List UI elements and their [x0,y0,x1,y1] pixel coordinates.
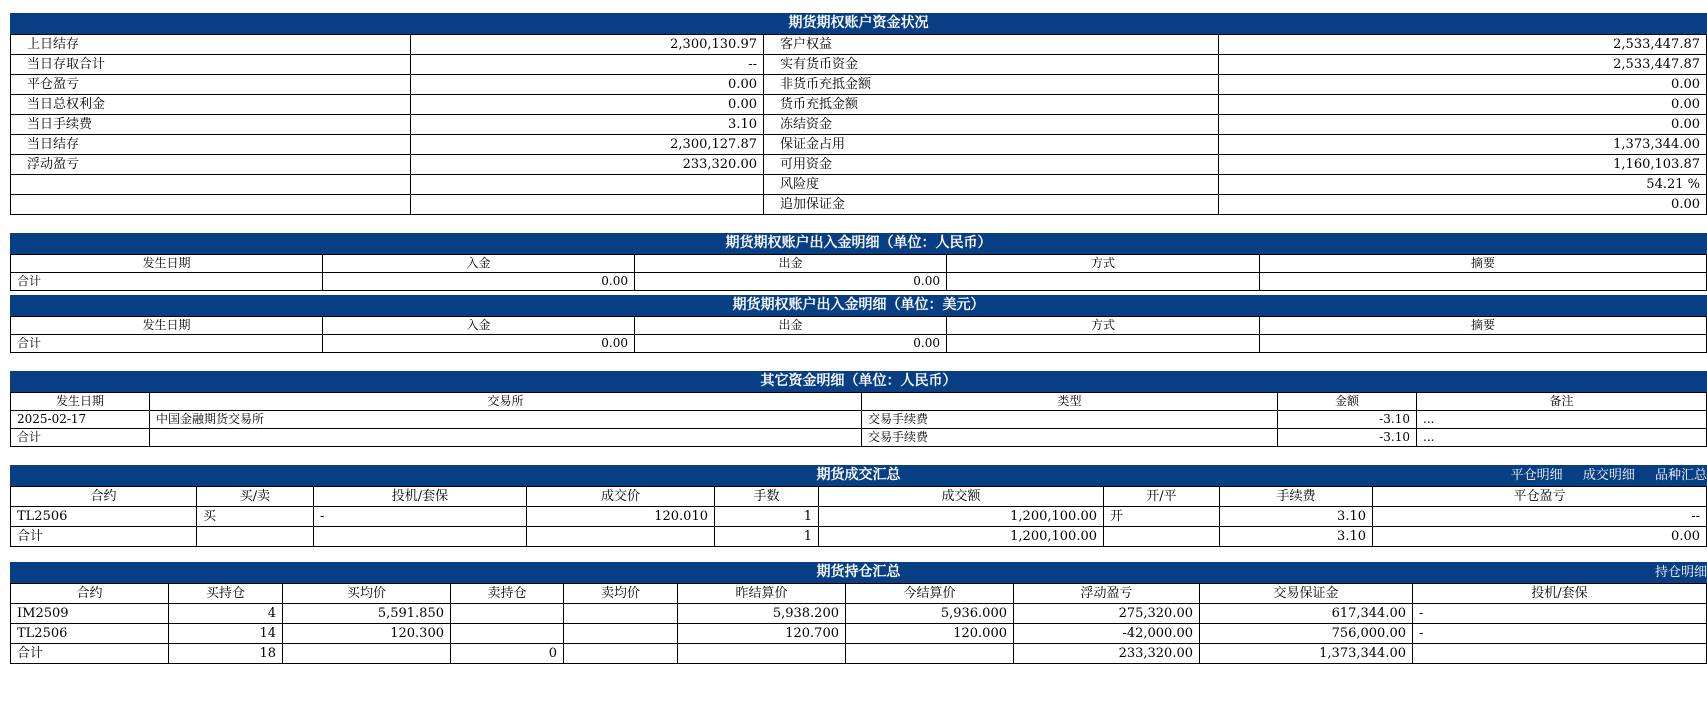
status-row [11,95,1707,115]
cell-side: 买 [197,507,314,527]
col-header: 开/平 [1104,487,1220,507]
status-value-right: 1,160,103.87 [1219,155,1707,175]
table-row [11,604,1707,624]
total-buy: 18 [169,644,283,664]
col-header: 合约 [11,584,169,604]
status-label-left: 当日存取合计 [11,55,411,75]
cell-amount: -3.10 [1278,411,1417,429]
cell-contract: TL2506 [11,507,197,527]
empty-cell [1413,644,1707,664]
status-label-right: 冻结资金 [764,115,1219,135]
col-header: 浮动盈亏 [1014,584,1200,604]
trade-detail-link[interactable]: 成交明细 [1582,468,1635,483]
cell-buy-avg: 5,591.850 [283,604,451,624]
deposit-usd-table [10,316,1707,353]
total-fee: 3.10 [1220,527,1373,547]
cell-pnl: -- [1373,507,1707,527]
status-label-left: 当日总权利金 [11,95,411,115]
total-row [11,527,1707,547]
cell-margin: 756,000.00 [1200,624,1413,644]
cell-today-settle: 120.000 [846,624,1014,644]
cell-float: 275,320.00 [1014,604,1200,624]
table-row [11,624,1707,644]
col-header: 发生日期 [11,393,150,411]
col-header: 备注 [1417,393,1707,411]
status-value-left: 2,300,127.87 [411,135,764,155]
status-row [11,195,1707,215]
table-row [11,411,1707,429]
cell-exchange: 中国金融期货交易所 [150,411,862,429]
cell-buy: 4 [169,604,283,624]
deposit-rmb-title: 期货期权账户出入金明细（单位：人民币） [10,233,1707,254]
status-label-right: 保证金占用 [764,135,1219,155]
total-out: 0.00 [635,273,947,291]
status-label-left: 当日结存 [11,135,411,155]
table-header-row [11,393,1707,411]
cell-lots: 1 [715,507,819,527]
total-margin: 1,373,344.00 [1200,644,1413,664]
status-label-left: 浮动盈亏 [11,155,411,175]
positions-section [10,562,1707,664]
table-header-row [11,317,1707,335]
trades-title-bar [10,465,1707,486]
col-header: 手续费 [1220,487,1373,507]
product-summary-link[interactable]: 品种汇总 [1654,468,1707,483]
status-label-right: 风险度 [764,175,1219,195]
empty-cell [283,644,451,664]
cell-turnover: 1,200,100.00 [819,507,1104,527]
total-float: 233,320.00 [1014,644,1200,664]
total-row [11,335,1707,353]
cell-spec: - [1413,604,1707,624]
total-lots: 1 [715,527,819,547]
col-header: 买均价 [283,584,451,604]
col-header: 卖持仓 [451,584,564,604]
trades-section [10,465,1707,547]
status-row [11,35,1707,55]
status-label-left: 平仓盈亏 [11,75,411,95]
col-header: 交易保证金 [1200,584,1413,604]
status-label-right: 实有货币资金 [764,55,1219,75]
total-in: 0.00 [323,273,635,291]
cell-buy: 14 [169,624,283,644]
status-label-right: 追加保证金 [764,195,1219,215]
cell-float: -42,000.00 [1014,624,1200,644]
cell-exchange [150,429,862,447]
total-label: 合计 [11,335,323,353]
deposit-usd-title: 期货期权账户出入金明细（单位：美元） [10,295,1707,316]
total-label: 合计 [11,644,169,664]
trades-table [10,486,1707,547]
total-note [1260,273,1707,291]
col-header: 金额 [1278,393,1417,411]
cell-contract: IM2509 [11,604,169,624]
trades-links [1495,465,1707,486]
deposit-usd-section [10,295,1707,353]
cell-note: ... [1417,411,1707,429]
total-in: 0.00 [323,335,635,353]
total-out: 0.00 [635,335,947,353]
account-status-title: 期货期权账户资金状况 [10,13,1707,34]
total-sell: 0 [451,644,564,664]
empty-cell [314,527,527,547]
trades-title: 期货成交汇总 [816,467,901,483]
col-header: 入金 [323,317,635,335]
status-value-left [411,195,764,215]
status-label-right: 客户权益 [764,35,1219,55]
col-header: 成交价 [527,487,715,507]
status-row [11,135,1707,155]
other-funds-title: 其它资金明细（单位：人民币） [10,371,1707,392]
col-header: 买持仓 [169,584,283,604]
total-method [947,335,1260,353]
cell-date: 2025-02-17 [11,411,150,429]
col-header: 平仓盈亏 [1373,487,1707,507]
cell-sell-avg [564,604,678,624]
empty-cell [678,644,846,664]
cell-contract: TL2506 [11,624,169,644]
status-label-right: 货币充抵金额 [764,95,1219,115]
table-row [11,507,1707,527]
cell-today-settle: 5,936.000 [846,604,1014,624]
col-header: 今结算价 [846,584,1014,604]
status-row [11,75,1707,95]
cell-note: ... [1417,429,1707,447]
status-value-left [411,175,764,195]
col-header: 类型 [862,393,1278,411]
empty-cell [527,527,715,547]
status-value-right: 2,533,447.87 [1219,55,1707,75]
status-value-right: 0.00 [1219,195,1707,215]
total-note [1260,335,1707,353]
cell-fee: 3.10 [1220,507,1373,527]
status-label-left: 当日手续费 [11,115,411,135]
close-detail-link[interactable]: 平仓明细 [1510,468,1563,483]
cell-type: 交易手续费 [862,411,1278,429]
status-value-left: 2,300,130.97 [411,35,764,55]
col-header: 入金 [323,255,635,273]
other-funds-section [10,371,1707,447]
total-row [11,273,1707,291]
status-row [11,55,1707,75]
cell-prev-settle: 5,938.200 [678,604,846,624]
cell-spec: - [1413,624,1707,644]
col-header: 投机/套保 [1413,584,1707,604]
status-value-right: 2,533,447.87 [1219,35,1707,55]
table-header-row [11,487,1707,507]
status-value-left: 0.00 [411,75,764,95]
total-method [947,273,1260,291]
empty-cell [564,644,678,664]
deposit-rmb-table [10,254,1707,291]
col-header: 合约 [11,487,197,507]
col-header: 发生日期 [11,255,323,273]
cell-spec: - [314,507,527,527]
status-label-right: 可用资金 [764,155,1219,175]
positions-table [10,583,1707,664]
empty-cell [197,527,314,547]
col-header: 出金 [635,317,947,335]
cell-oc: 开 [1104,507,1220,527]
total-turnover: 1,200,100.00 [819,527,1104,547]
empty-cell [846,644,1014,664]
status-value-right: 0.00 [1219,115,1707,135]
position-detail-link[interactable]: 持仓明细 [1654,565,1707,580]
cell-sell [451,624,564,644]
status-label-left [11,175,411,195]
account-status-section [10,13,1707,215]
cell-type: 交易手续费 [862,429,1278,447]
cell-buy-avg: 120.300 [283,624,451,644]
status-value-left: 233,320.00 [411,155,764,175]
cell-margin: 617,344.00 [1200,604,1413,624]
table-header-row [11,255,1707,273]
status-value-right: 1,373,344.00 [1219,135,1707,155]
col-header: 手数 [715,487,819,507]
col-header: 摘要 [1260,255,1707,273]
col-header: 投机/套保 [314,487,527,507]
positions-title-bar [10,562,1707,583]
deposit-rmb-section [10,233,1707,291]
total-row [11,429,1707,447]
status-value-right: 0.00 [1219,75,1707,95]
total-row [11,644,1707,664]
col-header: 交易所 [150,393,862,411]
status-label-left [11,195,411,215]
col-header: 方式 [947,317,1260,335]
status-value-left: 3.10 [411,115,764,135]
status-value-left: 0.00 [411,95,764,115]
status-label-left: 上日结存 [11,35,411,55]
status-row [11,175,1707,195]
table-header-row [11,584,1707,604]
col-header: 买/卖 [197,487,314,507]
col-header: 卖均价 [564,584,678,604]
col-header: 发生日期 [11,317,323,335]
cell-sell [451,604,564,624]
status-value-right: 54.21 % [1219,175,1707,195]
status-value-left: -- [411,55,764,75]
status-label-right: 非货币充抵金额 [764,75,1219,95]
cell-sell-avg [564,624,678,644]
empty-cell [1104,527,1220,547]
total-label: 合计 [11,273,323,291]
total-pnl: 0.00 [1373,527,1707,547]
cell-prev-settle: 120.700 [678,624,846,644]
positions-links [1639,562,1707,583]
positions-title: 期货持仓汇总 [816,564,901,580]
cell-date: 合计 [11,429,150,447]
total-label: 合计 [11,527,197,547]
cell-price: 120.010 [527,507,715,527]
col-header: 成交额 [819,487,1104,507]
col-header: 方式 [947,255,1260,273]
col-header: 出金 [635,255,947,273]
cell-amount: -3.10 [1278,429,1417,447]
status-row [11,155,1707,175]
status-row [11,115,1707,135]
status-value-right: 0.00 [1219,95,1707,115]
account-status-table [10,34,1707,215]
col-header: 摘要 [1260,317,1707,335]
other-funds-table [10,392,1707,447]
col-header: 昨结算价 [678,584,846,604]
